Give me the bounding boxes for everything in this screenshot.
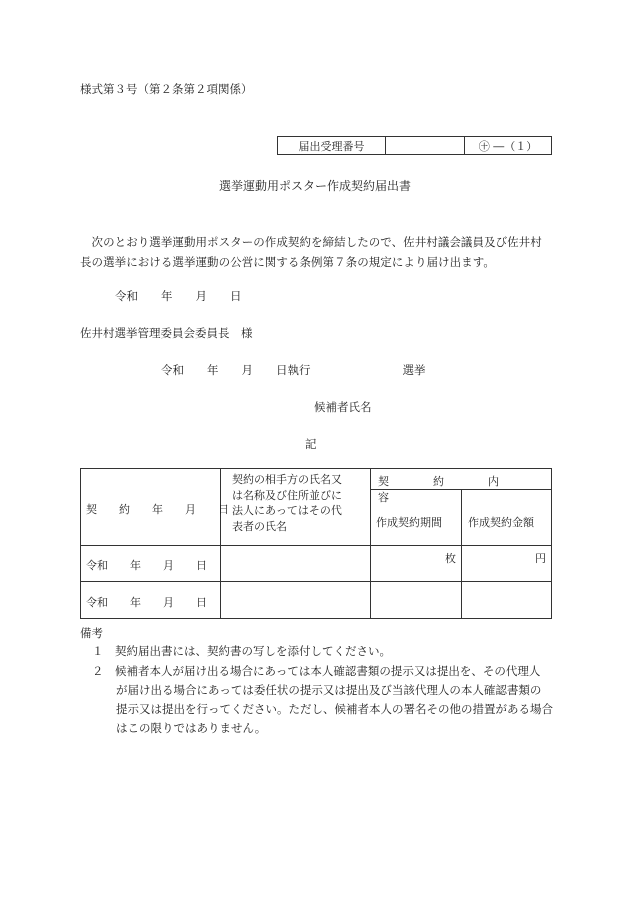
row1-contract-date: 令和 年 月 日 xyxy=(86,559,207,572)
header-counterparty xyxy=(232,472,342,534)
remark-note-2-line: ２ 候補者本人が届け出る場合にあっては本人確認書類の提示又は提出を、その代理人 xyxy=(92,664,541,678)
addressee: 佐井村選挙管理委員会委員長 様 xyxy=(80,326,253,340)
remarks-title: 備考 xyxy=(80,626,103,640)
body-text-line-2: 長の選挙における選挙運動の公営に関する条例第７条の規定により届け出ます。 xyxy=(80,255,495,269)
header-counterparty-line: 契約の相手方の氏名又 xyxy=(232,473,342,486)
row1-period-unit: 枚 xyxy=(445,552,456,565)
receipt-number-box xyxy=(277,136,552,155)
header-creation-period: 作成契約期間 xyxy=(376,516,442,529)
document-title: 選挙運動用ポスター作成契約届出書 xyxy=(218,179,411,193)
header-contract-content: 契 約 内 容 xyxy=(378,475,543,504)
date-line: 令和 年 月 日 xyxy=(115,289,242,303)
remark-note-1: １ 契約届出書には、契約書の写しを添付してください。 xyxy=(92,644,391,658)
header-counterparty-line: は名称及び住所並びに xyxy=(232,488,342,502)
receipt-number: ㊉ ―（１） xyxy=(478,139,538,153)
form-number: 様式第３号（第２条第２項関係） xyxy=(80,82,253,96)
contract-table xyxy=(80,468,552,619)
remark-note-2-line: 提示又は提出を行ってください。ただし、候補者本人の署名その他の措置がある場合 xyxy=(116,702,553,716)
header-creation-amount: 作成契約金額 xyxy=(468,516,534,529)
election-line: 令和 年 月 日執行 選挙 xyxy=(161,363,426,377)
receipt-value-field xyxy=(386,137,465,154)
row1-amount-unit: 円 xyxy=(535,552,546,565)
ki-label: 記 xyxy=(305,437,317,451)
body-text-line-1: 次のとおり選挙運動用ポスターの作成契約を締結したので、佐井村議会議員及び佐井村 xyxy=(80,235,542,249)
header-counterparty-line: 法人にあってはその代 xyxy=(232,504,342,517)
header-contract-date: 契 約 年 月 日 xyxy=(86,503,229,516)
row2-contract-date: 令和 年 月 日 xyxy=(86,596,207,609)
header-counterparty-line: 表者の氏名 xyxy=(232,519,287,533)
remark-note-2-line: はこの限りではありません。 xyxy=(116,721,267,735)
receipt-label: 届出受理番号 xyxy=(278,137,386,154)
candidate-name-label: 候補者氏名 xyxy=(314,400,372,414)
remark-note-2-line: が届け出る場合にあっては委任状の提示又は提出及び当該代理人の本人確認書類の xyxy=(116,683,542,697)
